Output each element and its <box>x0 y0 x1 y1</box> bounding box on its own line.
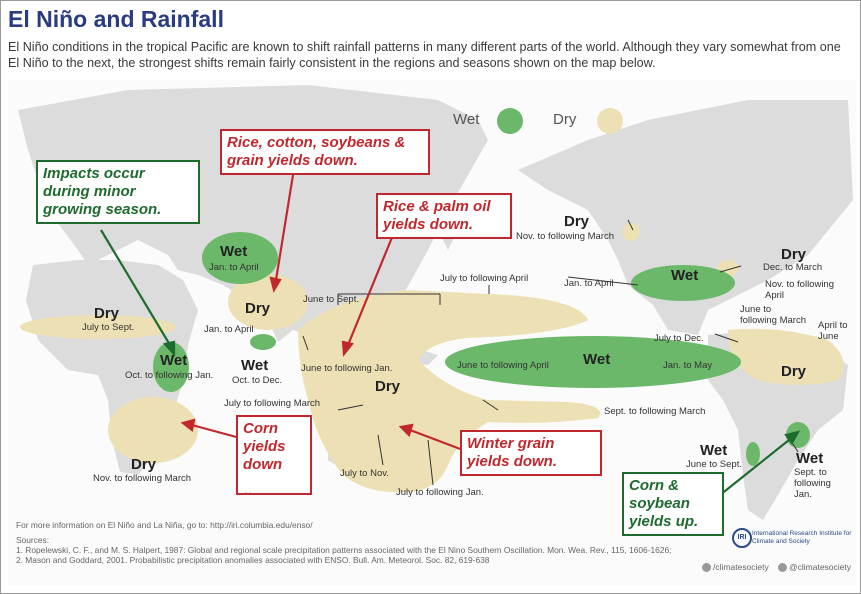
south-africa-name: Dry <box>131 456 157 473</box>
northeast-name: Dry <box>781 246 807 263</box>
australia-season-1: July to following March <box>224 398 321 409</box>
source-1: 1. Ropelewski, C. F., and M. S. Halpert, 1987: Global and regional scale precipitation patterns associated with the El Nino Southern Oscillation. Mon. Wea. Rev., 115, 1606-1626; <box>16 545 672 555</box>
corn-down-ellipsis: .. <box>244 482 253 499</box>
map-drawing <box>8 80 856 585</box>
rice-palm-callout: Rice & palm oil yields down. <box>376 193 512 239</box>
social-twitter-label: @climatesociety <box>789 562 852 572</box>
us-season: Jan. to April <box>564 278 614 289</box>
pacific-dry-bottom-season: Sept. to following March <box>604 406 706 417</box>
pacific-wet-season: June to following April <box>457 360 549 371</box>
iri-logo: IRI <box>732 528 752 548</box>
source-2: 2. Mason and Goddard, 2001. Probabilistic precipitation anomalies associated with ENSO. Bull. Am. Meteorol. Soc. 82, 619-638 <box>16 555 490 565</box>
pacific-wet-name: Wet <box>583 351 611 368</box>
east-africa-season: Oct. to following Jan. <box>125 370 214 381</box>
legend-wet-label: Wet <box>453 111 480 128</box>
page-title: El Niño and Rainfall <box>8 6 224 32</box>
sources-heading: Sources: <box>16 535 50 545</box>
winter-grain-callout: Winter grain yields down. <box>460 430 602 476</box>
argentina-season: June to Sept. <box>686 459 742 470</box>
facebook-icon <box>702 563 711 572</box>
pacific-wet-season2: Jan. to May <box>663 360 713 371</box>
sri-lanka-wet <box>250 334 276 350</box>
southeast-sa-name: Wet <box>796 450 824 467</box>
rice-cotton-callout: Rice, cotton, soybeans & grain yields down. <box>220 129 430 175</box>
sri-lanka-name: Wet <box>241 357 269 374</box>
sahel-name: Dry <box>94 305 120 322</box>
caribbean-season: June to following March <box>740 304 806 326</box>
pacific-dry-top-season: July to following April <box>440 273 529 284</box>
world-map <box>8 80 856 585</box>
australia-season-2: July to Nov. <box>340 468 389 479</box>
south-africa-dry <box>108 397 198 463</box>
legend-dry-swatch <box>597 108 623 134</box>
sri-lanka-season: Oct. to Dec. <box>232 375 283 386</box>
argentina-wet <box>746 442 760 466</box>
sri-lanka-season2: Jan. to April <box>204 324 254 335</box>
twitter-icon <box>778 563 787 572</box>
us-name: Wet <box>671 267 699 284</box>
social-twitter <box>778 562 851 572</box>
west-asia-name: Wet <box>220 243 248 260</box>
amazon-name: Dry <box>781 363 807 380</box>
us-season2: Nov. to following April <box>765 279 834 301</box>
central-america-season: July to Dec. <box>654 333 704 344</box>
iri-institute-name: International Research Institute for Climate and Society <box>752 530 852 545</box>
sahel-season: July to Sept. <box>82 322 135 333</box>
social-facebook <box>702 562 769 572</box>
social-facebook-label: /climatesociety <box>713 562 769 572</box>
more-info-text: For more information on El Niño and La Niña, go to: http://iri.columbia.edu/enso/ <box>16 520 313 530</box>
legend-wet-swatch <box>497 108 523 134</box>
argentina-name: Wet <box>700 442 728 459</box>
legend-dry-label: Dry <box>553 111 577 128</box>
corn-soybean-callout: Corn & soybean yields up. <box>622 472 724 536</box>
india-name: Dry <box>245 300 271 317</box>
amazon-season: April to June <box>818 320 848 342</box>
corn-down-callout: Corn yields down <box>236 415 312 495</box>
australia-season-3: July to following Jan. <box>396 487 484 498</box>
india-season: June to Sept. <box>303 294 359 305</box>
alaska-season: Nov. to following March <box>516 231 615 242</box>
northeast-season: Dec. to March <box>763 262 823 273</box>
west-asia-season: Jan. to April <box>209 262 259 273</box>
minor-season-callout: Impacts occur during minor growing season. <box>36 160 200 224</box>
alaska-name: Dry <box>564 213 590 230</box>
southeast-sa-season: Sept. to following Jan. <box>794 467 831 500</box>
indonesia-season: June to following Jan. <box>301 363 393 374</box>
indonesia-name: Dry <box>375 378 401 395</box>
intro-text: El Niño conditions in the tropical Pacific are known to shift rainfall patterns in many different parts of the world. Although they vary somewhat from one El Niño to the next, the strongest shifts remain fairly consistent in the regions and seasons shown on the map below. <box>8 40 841 70</box>
east-africa-name: Wet <box>160 352 188 369</box>
south-africa-season: Nov. to following March <box>93 473 192 484</box>
